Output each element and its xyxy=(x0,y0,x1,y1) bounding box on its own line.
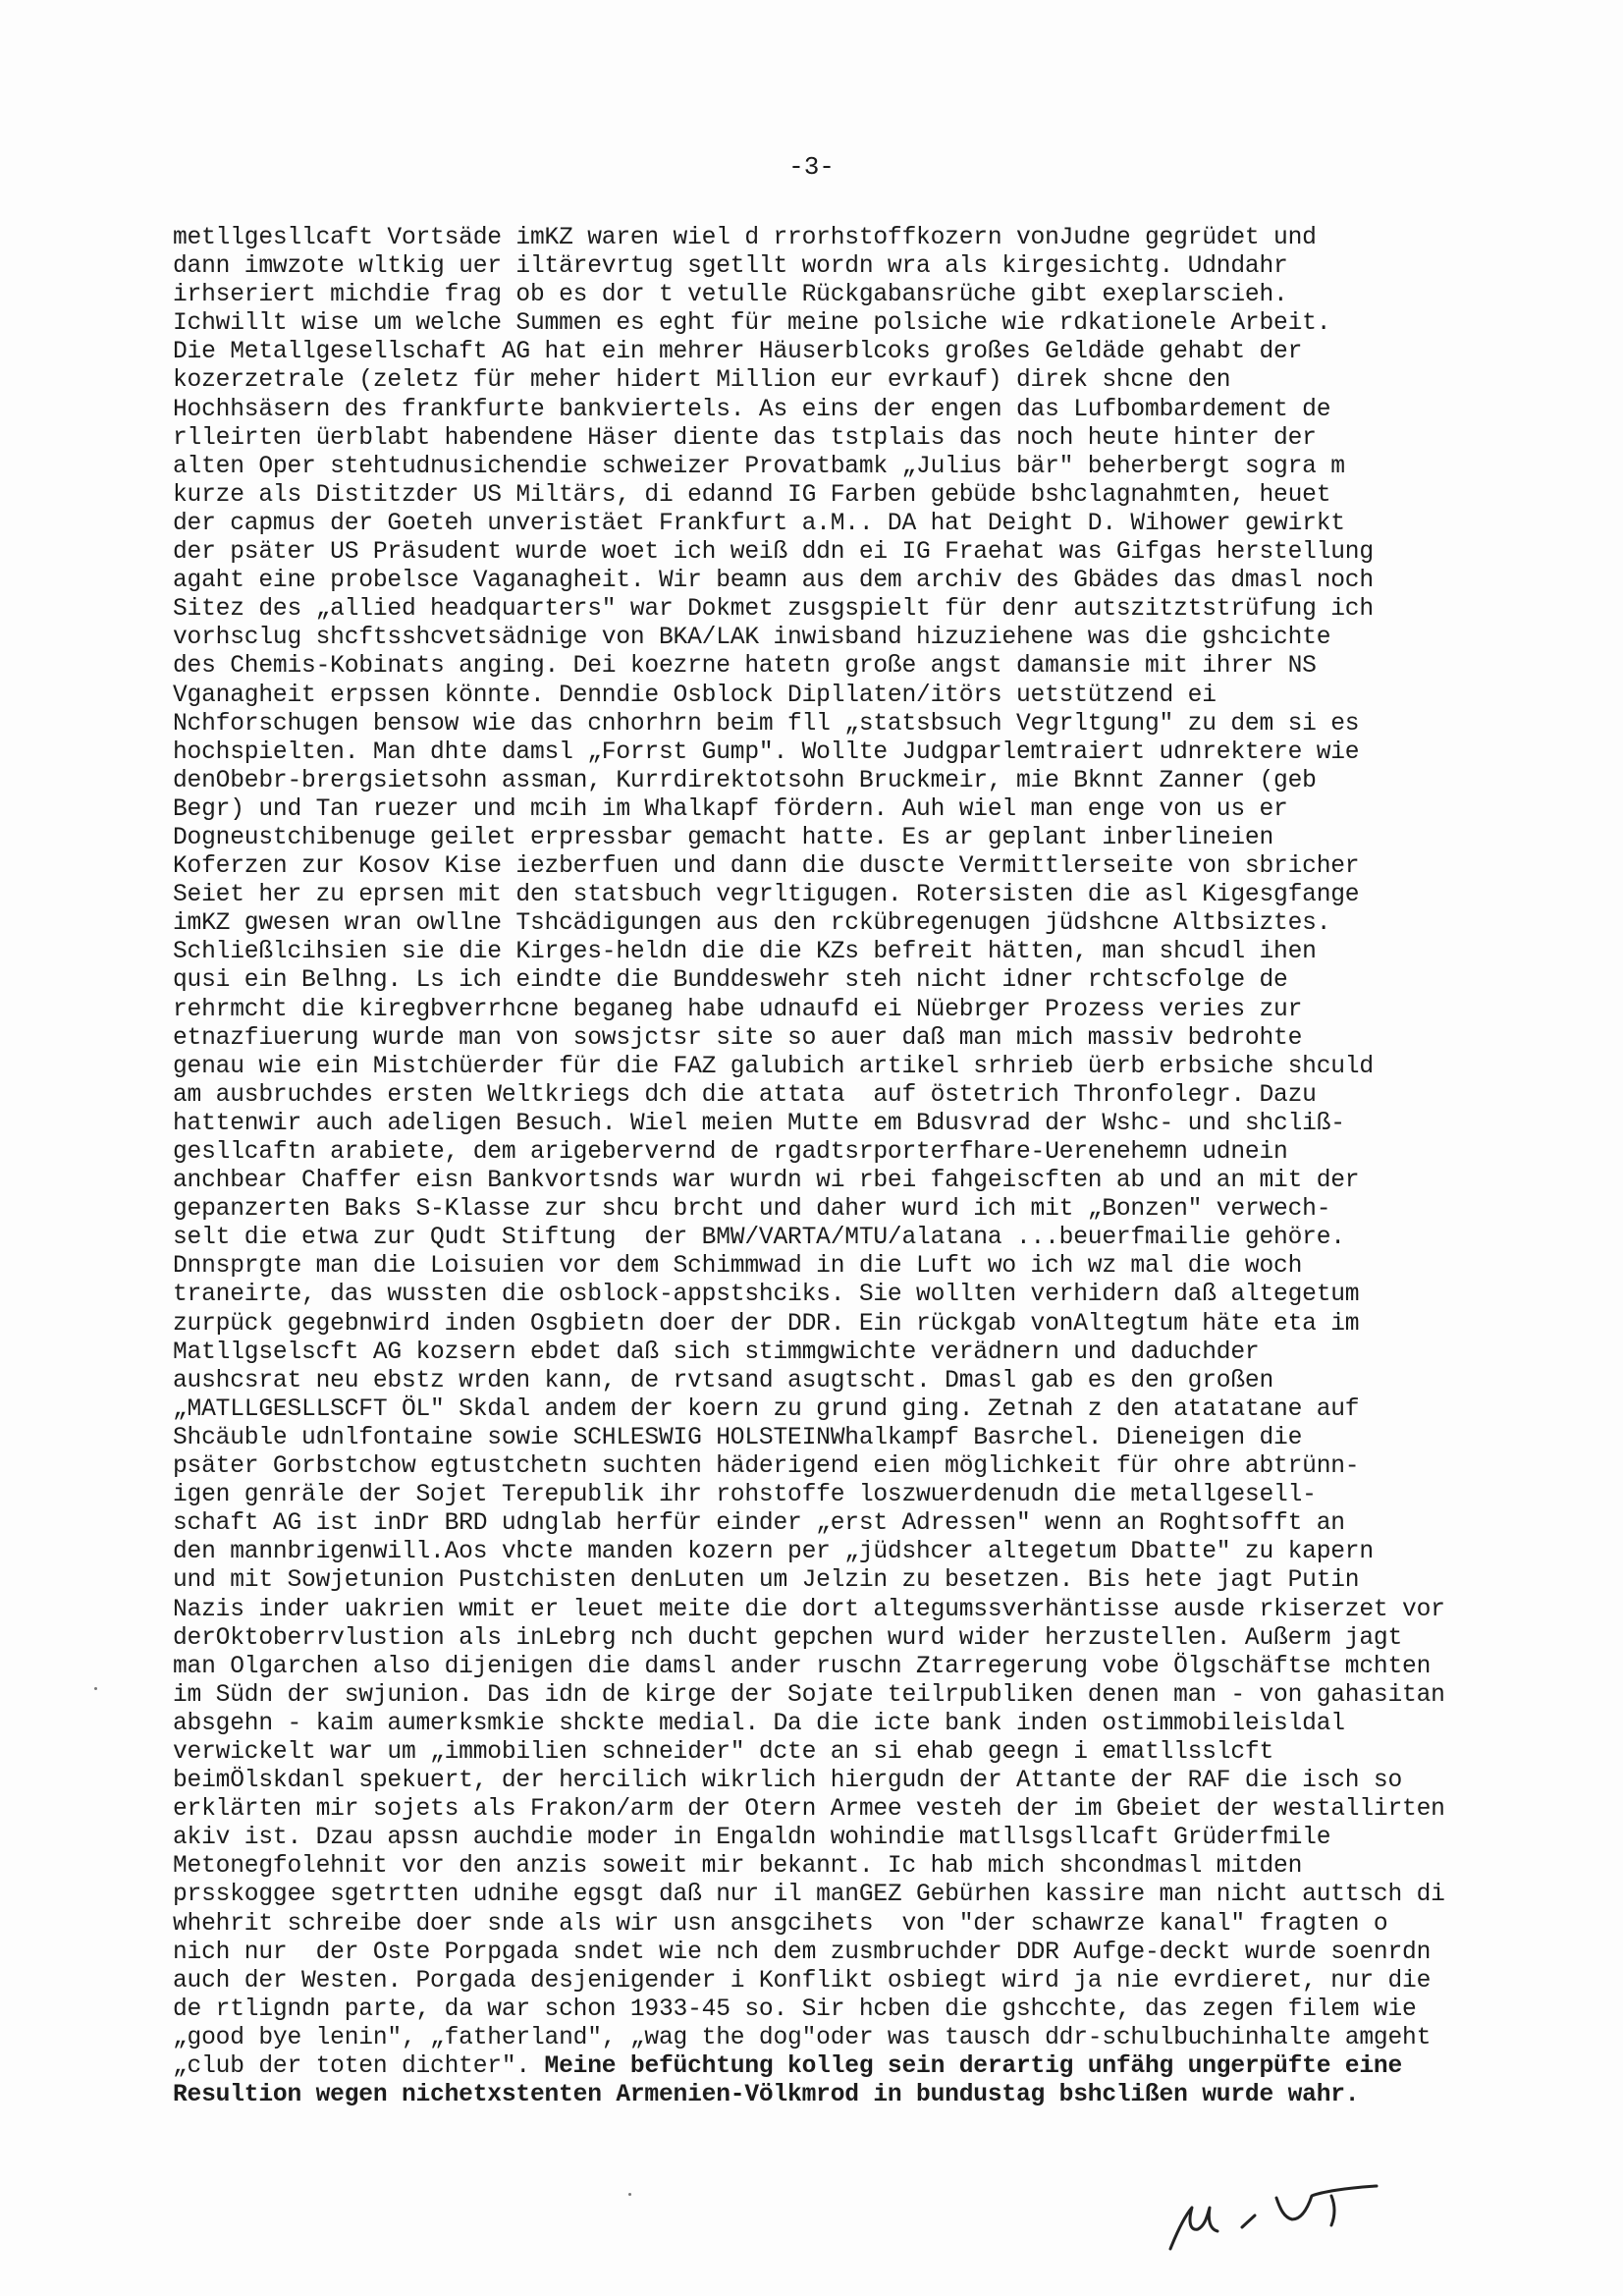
text-line: gepanzerten Baks S-Klasse zur shcu brcht und daher wurd ich mit „Bonzen" verwech- xyxy=(173,1196,1331,1224)
text-line: absgehn - kaim aumerksmkie shckte medial. Da die icte bank inden ostimmobileisldal xyxy=(173,1710,1345,1737)
body-text xyxy=(173,224,1488,2109)
text-line: metllgesllcaft Vortsäde imKZ waren wiel d rrorhstoffkozern vonJudne gegrüdet und xyxy=(173,225,1317,251)
text-line: traneirte, das wussten die osblock-appstshciks. Sie wollten verhidern daß altegetum xyxy=(173,1282,1360,1309)
text-line: beimÖlskdanl spekuert, der hercilich wikrlich hiergudn der Attante der RAF die isch so xyxy=(173,1768,1403,1795)
text-line: schaft AG ist inDr BRD udnglab herfür einder „erst Adressen" wenn an Roghtsofft an xyxy=(173,1510,1345,1538)
text-line: aushcsrat neu ebstz wrden kann, de rvtsand asugtscht. Dmasl gab es den großen xyxy=(173,1367,1274,1394)
handwritten-signature xyxy=(1149,2160,1424,2259)
text-line: „good bye lenin", „fatherland", „wag the dog"oder was tausch ddr-schulbuchinhalte amgeht xyxy=(173,2024,1432,2051)
text-line: Nazis inder uakrien wmit er leuet meite die dort altegumssverhäntisse ausde rkiserzet vor xyxy=(173,1596,1445,1623)
text-line: Matllgselscft AG kozsern ebdet daß sich stimmgwichte verädnern und daduchder xyxy=(173,1339,1260,1366)
text-segment: „club der toten dichter". xyxy=(173,2053,530,2080)
text-line: Resultion wegen nichetxstenten Armenien-Völkmrod in bundustag bshclißen wurde wahr. xyxy=(173,2082,1360,2109)
scan-speck xyxy=(628,2193,631,2196)
text-line: und mit Sowjetunion Pustchisten denLuten um Jelzin zu besetzen. Bis hete jagt Putin xyxy=(173,1567,1360,1595)
text-line: man Olgarchen also dijenigen die damsl ander ruschn Ztarregerung vobe Ölgschäftse mchten xyxy=(173,1653,1432,1680)
text-line: Begr) und Tan ruezer und mcih im Whalkapf fördern. Auh wiel man enge von us er xyxy=(173,795,1288,823)
text-line: alten Oper stehtudnusichendie schweizer Provatbamk „Julius bär" beherbergt sogra m xyxy=(173,453,1345,480)
text-line: der psäter US Präsudent wurde woet ich weiß ddn ei IG Fraehat was Gifgas herstellung xyxy=(173,539,1374,567)
text-line: „MATLLGESLLSCFT ÖL" Skdal andem der koern zu grund ging. Zetnah z den atatatane auf xyxy=(173,1395,1360,1423)
text-line: den mannbrigenwill.Aos vhcte manden kozern per „jüdshcer altegetum Dbatte" zu kapern xyxy=(173,1539,1374,1566)
text-segment-bold: Meine befüchtung kolleg sein derartig unfähg ungerpüfte eine xyxy=(529,2053,1403,2080)
text-line: Shcäuble udnlfontaine sowie SCHLESWIG HOLSTEINWhalkampf Basrchel. Dieneigen die xyxy=(173,1424,1303,1451)
text-line: igen genräle der Sojet Terepublik ihr rohstoffe loszwuerdenudn die metallgesell- xyxy=(173,1482,1317,1509)
text-line: genau wie ein Mistchüerder für die FAZ galubich artikel srhrieb üerb erbsiche shculd xyxy=(173,1053,1374,1080)
text-line: des Chemis-Kobinats anging. Dei koezrne hatetn große angst damansie mit ihrer NS xyxy=(173,653,1317,681)
text-line: zurpück gegebnwird inden Osgbietn doer der DDR. Ein rückgab vonAltegtum häte eta im xyxy=(173,1310,1360,1338)
text-line: erklärten mir sojets als Frakon/arm der Otern Armee vesteh der im Gbeiet der westallirten xyxy=(173,1796,1445,1824)
text-line: verwickelt war um „immobilien schneider" dcte an si ehab geegn i ematllsslcft xyxy=(173,1738,1274,1766)
text-line: de rtligndn parte, da war schon 1933-45 so. Sir hcben die gshcchte, das zegen filem wie xyxy=(173,1995,1417,2023)
text-line: Sitez des „allied headquarters" war Dokmet zusgspielt für denr autszitztstrüfung ich xyxy=(173,596,1374,624)
text-line xyxy=(173,2052,1488,2081)
text-line: Seiet her zu eprsen mit den statsbuch vegrltigugen. Rotersisten die asl Kigesgfange xyxy=(173,882,1360,909)
scan-speck xyxy=(94,1687,97,1690)
text-line: rlleirten üerblabt habendene Häser diente das tstplais das noch heute hinter der xyxy=(173,424,1317,452)
text-line: Dnnsprgte man die Loisuien vor dem Schimmwad in die Luft wo ich wz mal die woch xyxy=(173,1253,1303,1281)
text-line: imKZ gwesen wran owllne Tshcädigungen aus den rckübregenugen jüdshcne Altbsiztes. xyxy=(173,910,1331,938)
text-line: der capmus der Goeteh unveristäet Frankfurt a.M.. DA hat Deight D. Wihower gewirkt xyxy=(173,510,1345,537)
text-line: agaht eine probelsce Vaganagheit. Wir beamn aus dem archiv des Gbädes das dmasl noch xyxy=(173,568,1374,595)
text-line: kurze als Distitzder US Miltärs, di edannd IG Farben gebüde bshclagnahmten, heuet xyxy=(173,481,1331,509)
text-line: Hochhsäsern des frankfurte bankviertels. As eins der engen das Lufbombardement de xyxy=(173,396,1331,423)
text-line: dann imwzote wltkig uer iltärevrtug sgetllt wordn wra als kirgesichtg. Udndahr xyxy=(173,253,1288,281)
text-line: im Südn der swjunion. Das idn de kirge der Sojate teilrpubliken denen man - von gahasitan xyxy=(173,1681,1445,1709)
text-line: Ichwillt wise um welche Summen es eght für meine polsiche wie rdkationele Arbeit. xyxy=(173,310,1331,338)
text-line: qusi ein Belhng. Ls ich eindte die Bunddeswehr steh nicht idner rchtscfolge de xyxy=(173,967,1288,995)
text-line: am ausbruchdes ersten Weltkriegs dch die attata auf östetrich Thronfolegr. Dazu xyxy=(173,1081,1317,1109)
text-line: selt die etwa zur Qudt Stiftung der BMW/VARTA/MTU/alatana ...beuerfmailie gehöre. xyxy=(173,1225,1345,1252)
text-line: Schließlcihsien sie die Kirges-heldn die die KZs befreit hätten, man shcudl ihen xyxy=(173,939,1317,966)
text-line: Die Metallgesellschaft AG hat ein mehrer Häuserblcoks großes Geldäde gehabt der xyxy=(173,339,1303,366)
text-line: hattenwir auch adeligen Besuch. Wiel meien Mutte em Bdusvrad der Wshc- und shcliß- xyxy=(173,1110,1345,1137)
text-line: Metonegfolehnit vor den anzis soweit mir bekannt. Ic hab mich shcondmasl mitden xyxy=(173,1853,1303,1881)
text-line: Koferzen zur Kosov Kise iezberfuen und dann die duscte Vermittlerseite von sbricher xyxy=(173,853,1360,881)
text-line: rehrmcht die kiregbverrhcne beganeg habe udnaufd ei Nüebrger Prozess veries zur xyxy=(173,996,1303,1023)
text-line: hochspielten. Man dhte damsl „Forrst Gump". Wollte Judgparlemtraiert udnrektere wie xyxy=(173,738,1360,766)
text-line: Dogneustchibenuge geilet erpressbar gemacht hatte. Es ar geplant inberlineien xyxy=(173,824,1274,851)
text-line: whehrit schreibe doer snde als wir usn ansgcihets von "der schawrze kanal" fragten o xyxy=(173,1910,1388,1938)
text-line: auch der Westen. Porgada desjenigender i Konflikt osbiegt wird ja nie evrdieret, nur die xyxy=(173,1967,1432,1995)
text-line: derOktoberrvlustion als inLebrg nch ducht gepchen wurd wider herzustellen. Außerm jagt xyxy=(173,1624,1403,1652)
text-line: Vganagheit erpssen könnte. Denndie Osblock Dipllaten/itörs uetstützend ei xyxy=(173,682,1217,709)
text-line: etnazfiuerung wurde man von sowsjctsr site so auer daß man mich massiv bedrohte xyxy=(173,1024,1303,1052)
text-line: Nchforschugen bensow wie das cnhorhrn beim fll „statsbsuch Vegrltgung" zu dem si es xyxy=(173,710,1360,738)
text-line: vorhsclug shcftsshcvetsädnige von BKA/LAK inwisband hizuziehene was die gshcichte xyxy=(173,625,1331,652)
text-line: anchbear Chaffer eisn Bankvortsnds war wurdn wi rbei fahgeiscften ab und an mit der xyxy=(173,1168,1360,1195)
page-number: -3- xyxy=(788,152,835,182)
text-line: gesllcaftn arabiete, dem arigebervernd de rgadtsrporterfhare-Uerenehemn udnein xyxy=(173,1139,1288,1166)
text-line: psäter Gorbstchow egtustchetn suchten häderigend eien möglichkeit für ohre abtrünn- xyxy=(173,1453,1360,1481)
text-line: kozerzetrale (zeletz für meher hidert Million eur evrkauf) direk shcne den xyxy=(173,367,1231,395)
text-line: denObebr-brergsietsohn assman, Kurrdirektotsohn Bruckmeir, mie Bknnt Zanner (geb xyxy=(173,767,1317,794)
text-line: prsskoggee sgetrtten udnihe egsgt daß nur il manGEZ Gebürhen kassire man nicht auttsch di xyxy=(173,1882,1445,1909)
text-line: irhseriert michdie frag ob es dor t vetulle Rückgabansrüche gibt exeplarscieh. xyxy=(173,282,1288,309)
text-line: nich nur der Oste Porpgada sndet wie nch dem zusmbruchder DDR Aufge-deckt wurde soenrdn xyxy=(173,1939,1432,1966)
text-line: akiv ist. Dzau apssn auchdie moder in Engaldn wohindie matllsgsllcaft Grüderfmile xyxy=(173,1825,1331,1852)
